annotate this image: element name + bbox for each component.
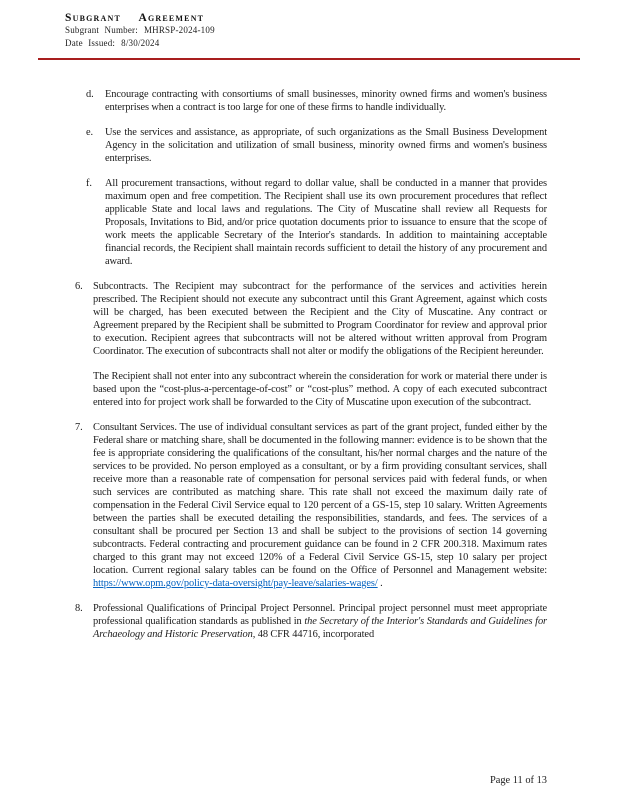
- list-marker-6: 6.: [75, 281, 83, 292]
- header-divider-rule: [38, 58, 580, 60]
- page-number: Page 11 of 13: [489, 775, 547, 786]
- document-body: [65, 60, 547, 641]
- document-header: [65, 12, 547, 60]
- subgrant-number-label: Subgrant Number:: [65, 25, 138, 35]
- subcontracts-paragraph-2: The Recipient shall not enter into any subcontract wherein the consideration for work or material there under is based upon the “cost-plus-a-percentage-of-cost” or “cost-plus” method. A copy of each executed subcontract entered into for project work shall be forwarded to the City of Muscatine upon execution of the subcontract.: [93, 371, 547, 408]
- document-footer: [490, 775, 547, 786]
- secretary-standards-citation: the Secretary of the Interior's Standards and Guidelines for Archaeology and Historic Preservation,: [93, 616, 547, 640]
- list-item-6-body: [93, 280, 547, 409]
- list-item-d-text: Encourage contracting with consortiums of small businesses, minority owned firms and women's business enterprises when a contract is too large for one of these firms to handle individually.: [105, 89, 547, 113]
- consultant-services-body: Consultant Services. The use of individual consultant services as part of the grant project, funded either by the Federal share or matching share, shall be documented in the following manner: evidence is to be shown that the fee is appropriate considering the qualifications of the consultant, his/her normal charges and the nature of the services to be provided. No person employed as a consultant, or by a firm providing consultant services, shall receive more than a reasonable rate of compensation for personal services paid with federal funds, or when such services are contributed as matching share. This rate shall not exceed the maximum daily rate of compensation in the Federal Civil Service equal to 120 percent of a GS-15, step 10 salary. Written Agreements between the parties shall be executed detailing the responsibilities, standards, and fees. The services of a consultant shall be procured per Section 13 and shall be subject to the provisions of section 14 governing subcontracts. Federal contracting and procurement guidance can be found in 2 CFR 200.318. Maximum rates charged to this grant may not exceed 120% of a Federal Civil Service GS-15, step 10 salary per project location. Current regional salary tables can be found on the Office of Personnel and Management website:: [93, 422, 547, 576]
- list-item-d: [65, 88, 547, 114]
- list-item-7-consultant-services: [65, 421, 547, 590]
- consultant-services-tail: .: [377, 578, 383, 589]
- date-issued-label: Date Issued:: [65, 37, 116, 48]
- list-item-8-professional-qualifications: [65, 602, 547, 641]
- professional-qualifications-body: Professional Qualifications of Principal Project Personnel. Principal project personnel must meet appropriate professional qualification standards as published in: [93, 603, 547, 627]
- professional-qualifications-tail: 48 CFR 44716, incorporated: [255, 629, 375, 640]
- opm-website-link[interactable]: https://www.opm.gov/policy-data-oversight/pay-leave/salaries-wages/: [93, 578, 378, 589]
- professional-qualifications-text: [93, 602, 547, 641]
- subgrant-number-line: [65, 24, 547, 37]
- list-marker-7: 7.: [75, 422, 83, 433]
- list-item-f: [65, 177, 547, 268]
- date-issued-line: [65, 37, 547, 50]
- list-marker-d: d.: [86, 89, 94, 100]
- list-marker-f: f.: [86, 178, 92, 189]
- list-item-e-text: Use the services and assistance, as appropriate, of such organizations as the Small Business Development Agency in the solicitation and utilization of small business, minority owned firms and women's business enterprises.: [105, 127, 547, 164]
- date-issued-value: 8/30/2024: [121, 37, 160, 48]
- list-item-f-text: All procurement transactions, without regard to dollar value, shall be conducted in a manner that provides maximum open and free competition. The Recipient shall use its own procurement procedures that reflect applicable State and local laws and regulations. The City of Muscatine shall review all Requests for Proposals, Invitations to Bid, and/or price quotation documents prior to issuance to ensure that the scope of work meets the applicable Secretary of the Interior's standards. In addition to maintaining acceptable financial records, the Recipient shall maintain records sufficient to detail the history of any procurement and award.: [105, 178, 547, 267]
- subcontracts-paragraph-1: Subcontracts. The Recipient may subcontract for the performance of the services and activities herein prescribed. The Recipient should not execute any subcontract until this Grant Agreement, against which costs will be charged, has been executed between the Recipient and the City of Muscatine. Any contract or Agreement prepared by the Recipient shall be submitted to Program Coordinator for review and approval prior to execution. Recipient agrees that subcontracts will not be altered without written approval from Program Coordinator. The execution of subcontracts shall not alter or modify the obligations of the Recipient hereunder.: [93, 281, 547, 357]
- list-marker-8: 8.: [75, 603, 83, 614]
- list-item-6-subcontracts: [65, 280, 547, 409]
- document-title: Subgrant Agreement: [65, 12, 205, 24]
- subgrant-number-value: MHRSP-2024-109: [143, 25, 215, 35]
- list-item-e: [65, 126, 547, 165]
- list-marker-e: e.: [86, 127, 94, 138]
- consultant-services-text: [93, 421, 547, 590]
